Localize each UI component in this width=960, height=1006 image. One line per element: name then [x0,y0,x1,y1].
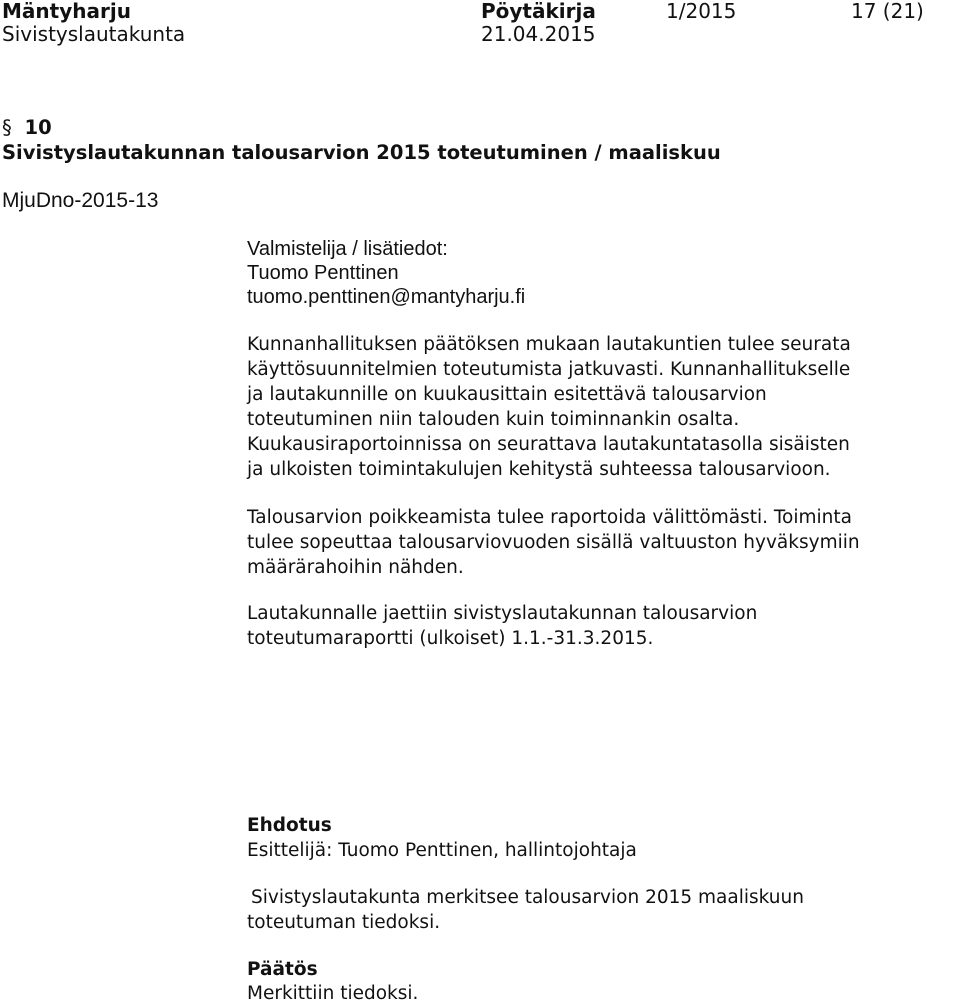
decision-text: Merkittiin tiedoksi. [247,983,419,1004]
text-line: Sivistyslautakunta merkitsee talousarvion 2015 maaliskuun [251,887,804,908]
meeting-date: 21.04.2015 [481,22,596,46]
section-number [2,115,52,141]
reference-number: MjuDno-2015-13 [2,189,159,212]
doc-type: Pöytäkirja [481,0,596,23]
text-line: Lautakunnalle jaettiin sivistyslautakunnan talousarvion [247,603,758,624]
doc-number: 1/2015 [666,0,737,23]
section-number-value: 10 [24,116,52,139]
body-paragraph [247,332,851,482]
section-title: Sivistyslautakunnan talousarvion 2015 toteutuminen / maaliskuu [2,141,721,164]
org-name: Mäntyharju [2,0,131,23]
proposal-text [247,885,804,935]
body-paragraph [247,601,757,651]
text-line: ja ulkoisten toimintakulujen kehitystä suhteessa talousarvioon. [247,459,831,480]
preparer-label: Valmistelija / lisätiedot: [247,238,448,260]
text-line: tulee sopeuttaa talousarviovuoden sisällä valtuuston hyväksymiin [247,532,860,553]
text-line: ja lautakunnille on kuukausittain esitettävä talousarvion [247,384,767,405]
text-line: toteutumaraportti (ulkoiset) 1.1.-31.3.2015. [247,628,654,649]
board-name: Sivistyslautakunta [2,22,186,46]
preparer-name: Tuomo Penttinen [247,262,399,284]
section-symbol: § [2,116,12,139]
proposal-heading: Ehdotus [247,815,332,836]
text-line: määrärahoihin nähden. [247,557,464,578]
text-line: Talousarvion poikkeamista tulee raportoida välittömästi. Toiminta [247,507,852,528]
text-line: Kunnanhallituksen päätöksen mukaan lautakuntien tulee seurata [247,334,851,355]
text-line: käyttösuunnitelmien toteutumista jatkuvasti. Kunnanhallitukselle [247,359,851,380]
body-paragraph [247,505,860,580]
decision-heading: Päätös [247,959,318,980]
preparer-email: tuomo.penttinen@mantyharju.fi [247,286,526,308]
proposal-presenter: Esittelijä: Tuomo Penttinen, hallintojohtaja [247,840,637,861]
page-number: 17 (21) [851,0,924,23]
text-line: Kuukausiraportoinnissa on seurattava lautakuntatasolla sisäisten [247,434,850,455]
text-line: toteutuman tiedoksi. [247,912,441,933]
text-line: toteutuminen niin talouden kuin toiminnankin osalta. [247,409,740,430]
